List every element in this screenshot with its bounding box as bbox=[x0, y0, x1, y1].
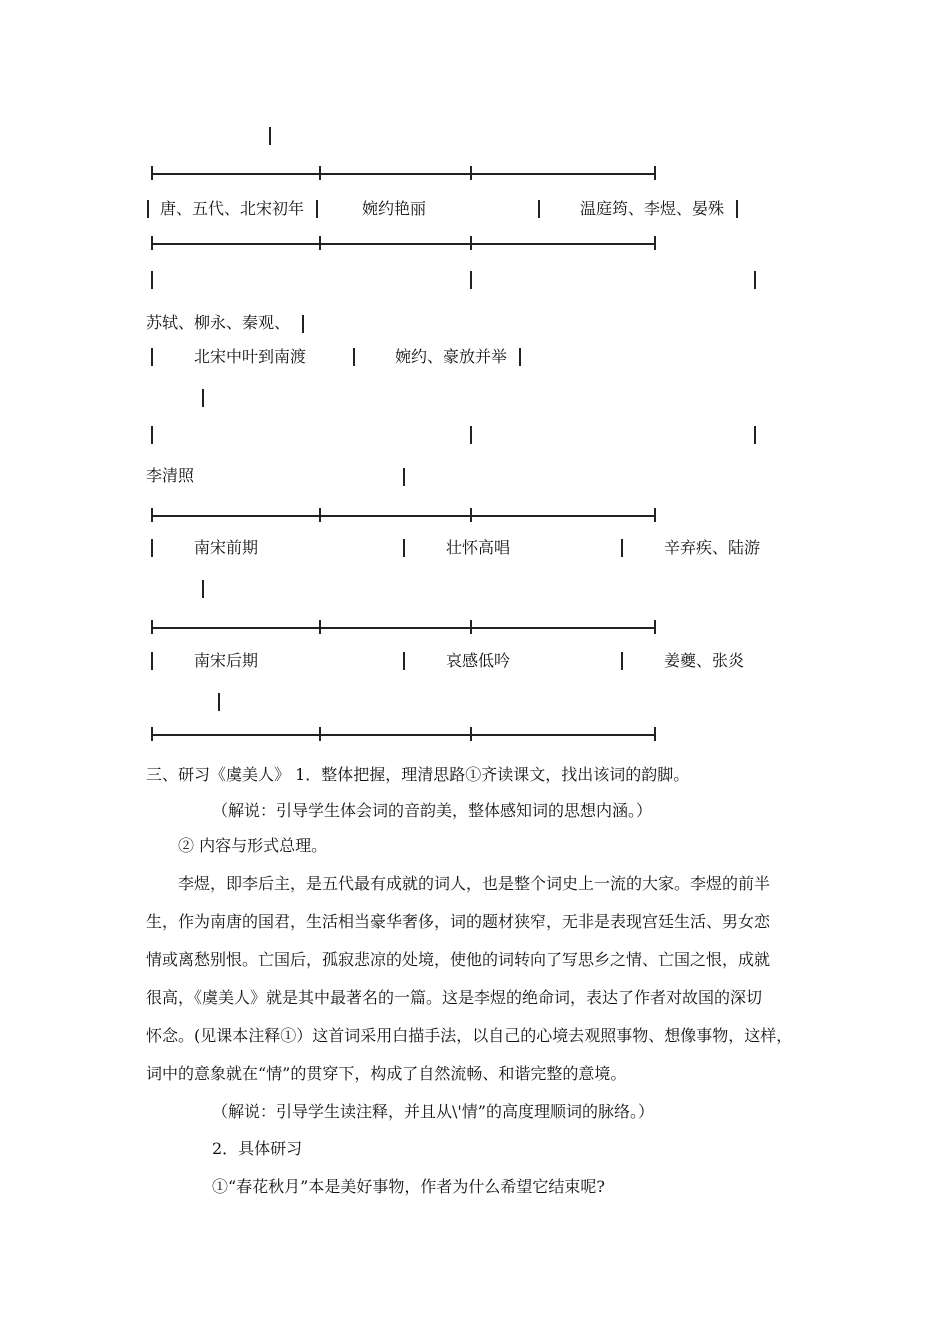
table-bar bbox=[621, 539, 623, 557]
table-bar bbox=[736, 200, 738, 218]
table-bar bbox=[519, 348, 521, 366]
table-bar bbox=[403, 652, 405, 670]
note-1: （解说：引导学生体会词的音韵美，整体感知词的思想内涵。） bbox=[212, 801, 653, 820]
row4-authors: 姜夔、张炎 bbox=[664, 651, 745, 670]
row1-style: 婉约艳丽 bbox=[362, 199, 427, 218]
table-bar bbox=[538, 200, 540, 218]
table-bar bbox=[147, 200, 149, 218]
table-bar bbox=[218, 693, 220, 711]
table-bar bbox=[403, 468, 405, 486]
paragraph-line: 生，作为南唐的国君，生活相当豪华奢侈，词的题材狭窄，无非是表现宫廷生活、男女恋 bbox=[146, 912, 771, 931]
table-bar bbox=[403, 539, 405, 557]
table-bar bbox=[151, 348, 153, 366]
note-2: （解说：引导学生读注释，并且从\'情”的高度理顺词的脉络。） bbox=[212, 1102, 654, 1121]
table-bar bbox=[316, 200, 318, 218]
row2-style: 婉约、豪放并举 bbox=[395, 347, 508, 366]
row3-authors: 辛弃疾、陆游 bbox=[664, 538, 761, 557]
table-bar bbox=[151, 539, 153, 557]
paragraph-line: 怀念。(见课本注释①）这首词采用白描手法，以自己的心境去观照事物、想像事物，这样， bbox=[146, 1026, 793, 1045]
table-bar bbox=[353, 348, 355, 366]
question-1: ①“春花秋月”本是美好事物，作者为什么希望它结束呢? bbox=[212, 1177, 605, 1196]
table-bar bbox=[470, 271, 472, 289]
table-bar bbox=[151, 271, 153, 289]
row2-authors-tail: 李清照 bbox=[146, 466, 195, 485]
table-bar bbox=[621, 652, 623, 670]
row4-style: 哀感低吟 bbox=[446, 651, 511, 670]
table-bar bbox=[754, 271, 756, 289]
paragraph-line: 很高，《虞美人》就是其中最著名的一篇。这是李煜的绝命词，表达了作者对故国的深切 bbox=[146, 988, 763, 1007]
section-heading: 三、研习《虞美人》 1．整体把握，理清思路①齐读课文，找出该词的韵脚。 bbox=[146, 765, 690, 784]
paragraph-line: 情或离愁别恨。亡国后，孤寂悲凉的处境，使他的词转向了写思乡之情、亡国之恨，成就 bbox=[146, 950, 771, 969]
table-bar bbox=[151, 652, 153, 670]
table-bar bbox=[269, 127, 271, 145]
table-bar bbox=[151, 426, 153, 444]
table-bar bbox=[302, 315, 304, 333]
table-bar bbox=[470, 426, 472, 444]
row3-period: 南宋前期 bbox=[194, 538, 259, 557]
row1-authors: 温庭筠、李煜、晏殊 bbox=[580, 199, 725, 218]
subheading: 2．具体研习 bbox=[212, 1139, 303, 1158]
paragraph-line: 词中的意象就在“情”的贯穿下，构成了自然流畅、和谐完整的意境。 bbox=[146, 1064, 627, 1083]
row3-style: 壮怀高唱 bbox=[446, 538, 511, 557]
table-bar bbox=[202, 580, 204, 598]
point-2: ② 内容与形式总理。 bbox=[178, 836, 328, 855]
row2-authors-lead: 苏轼、柳永、秦观、 bbox=[146, 313, 291, 332]
row2-period: 北宋中叶到南渡 bbox=[194, 347, 307, 366]
row4-period: 南宋后期 bbox=[194, 651, 259, 670]
paragraph-line: 李煜，即李后主，是五代最有成就的词人，也是整个词史上一流的大家。李煜的前半 bbox=[178, 874, 771, 893]
table-bar bbox=[202, 389, 204, 407]
table-bar bbox=[754, 426, 756, 444]
row1-period: 唐、五代、北宋初年 bbox=[160, 199, 305, 218]
